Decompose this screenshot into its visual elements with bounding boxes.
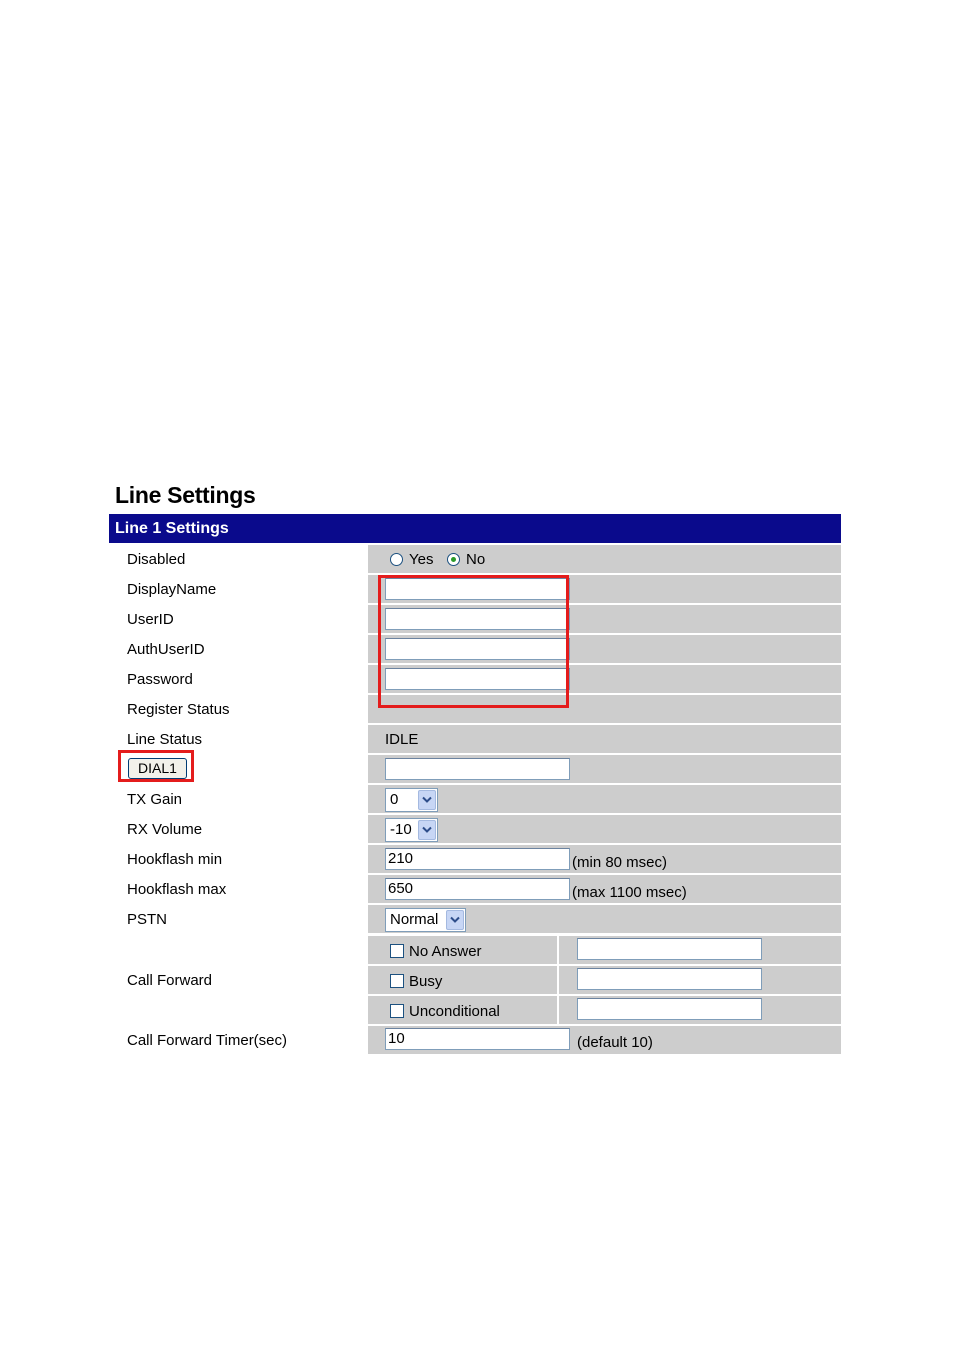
label-disabled: Disabled: [127, 551, 186, 568]
busy-forward-input[interactable]: [577, 968, 762, 990]
chevron-down-icon[interactable]: [418, 820, 436, 840]
chevron-down-icon[interactable]: [418, 790, 436, 810]
highlight-box-dial: [118, 750, 194, 782]
no-answer-checkbox[interactable]: [390, 944, 404, 958]
column-separator: [557, 996, 559, 1024]
page-title: Line Settings: [115, 482, 256, 508]
hookflash-min-input[interactable]: 210: [385, 848, 570, 870]
row-bg-line-status: [368, 725, 841, 753]
label-password: Password: [127, 671, 193, 688]
rx-volume-value: -10: [390, 821, 412, 838]
disabled-yes-radio[interactable]: [390, 553, 403, 566]
radio-selected-dot: [451, 557, 456, 562]
label-line-status: Line Status: [127, 731, 203, 748]
unconditional-forward-input[interactable]: [577, 998, 762, 1020]
unconditional-checkbox[interactable]: [390, 1004, 404, 1018]
row-bg-disabled: [368, 545, 841, 573]
call-forward-timer-hint: (default 10): [577, 1034, 653, 1051]
hookflash-min-hint: (min 80 msec): [572, 854, 668, 871]
call-forward-timer-input[interactable]: 10: [385, 1028, 570, 1050]
disabled-no-label: No: [466, 551, 486, 568]
column-separator: [557, 966, 559, 994]
unconditional-label: Unconditional: [409, 1003, 500, 1020]
label-call-forward: Call Forward: [127, 972, 213, 989]
busy-label: Busy: [409, 973, 443, 990]
chevron-down-icon[interactable]: [446, 910, 464, 930]
busy-checkbox[interactable]: [390, 974, 404, 988]
row-bg-rx-volume: [368, 815, 841, 843]
label-hookflash-max: Hookflash max: [127, 881, 227, 898]
label-call-forward-timer: Call Forward Timer(sec): [127, 1032, 288, 1049]
label-tx-gain: TX Gain: [127, 791, 183, 808]
label-pstn: PSTN: [127, 911, 168, 928]
label-authuserid: AuthUserID: [127, 641, 205, 658]
pstn-value: Normal: [390, 911, 439, 928]
label-hookflash-min: Hookflash min: [127, 851, 223, 868]
tx-gain-select[interactable]: [385, 788, 438, 812]
rx-volume-select[interactable]: [385, 818, 438, 842]
row-bg-tx-gain: [368, 785, 841, 813]
line-status-value: IDLE: [385, 731, 419, 748]
dial-number-input[interactable]: [385, 758, 570, 780]
no-answer-forward-input[interactable]: [577, 938, 762, 960]
label-userid: UserID: [127, 611, 174, 628]
pstn-select[interactable]: [385, 908, 466, 932]
label-displayname: DisplayName: [127, 581, 217, 598]
disabled-yes-label: Yes: [409, 551, 434, 568]
tx-gain-value: 0: [390, 791, 399, 808]
label-rx-volume: RX Volume: [127, 821, 203, 838]
disabled-no-radio[interactable]: [447, 553, 460, 566]
label-register-status: Register Status: [127, 701, 230, 718]
highlight-box-credentials: [378, 575, 569, 708]
dial1-button[interactable]: DIAL1: [128, 758, 187, 779]
no-answer-label: No Answer: [409, 943, 482, 960]
column-separator: [557, 936, 559, 964]
hookflash-max-input[interactable]: 650: [385, 878, 570, 900]
hookflash-max-hint: (max 1100 msec): [572, 884, 687, 901]
section-header: Line 1 Settings: [109, 514, 841, 543]
